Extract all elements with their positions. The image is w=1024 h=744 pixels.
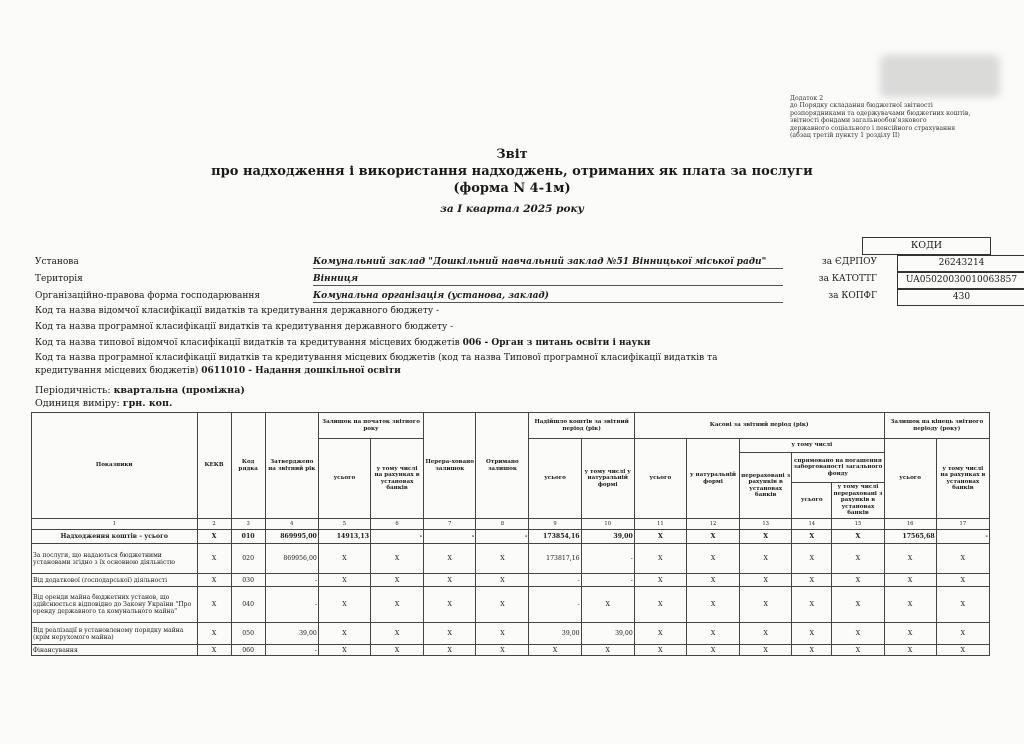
- header-approved: Затверджено на звітний рік: [265, 413, 318, 519]
- table-cell: X: [371, 623, 424, 645]
- header-received: Отримано залишок: [476, 413, 529, 519]
- annex-line: Додаток 2: [790, 95, 824, 102]
- table-cell: X: [424, 645, 476, 656]
- code-label: за КАТОТТГ: [818, 274, 877, 284]
- table-cell: X: [686, 645, 739, 656]
- code-label: за ЄДРПОУ: [821, 257, 877, 267]
- meta-value: Комунальна організація (установа, заклад): [313, 291, 549, 301]
- table-cell: 020: [231, 544, 265, 574]
- table-cell: X: [318, 587, 370, 623]
- table-cell: X: [424, 587, 476, 623]
- table-cell: X: [740, 587, 792, 623]
- table-cell: X: [581, 645, 634, 656]
- table-cell: X: [686, 623, 739, 645]
- annex-note: [790, 95, 1005, 139]
- header-balance-end: Залишок на кінець звітного періоду (року): [884, 413, 989, 439]
- row-indicator-name: За послуги, що надаються бюджетними установами згідно з їх основною діяльністю: [32, 544, 198, 574]
- classif-value: 0611010 - Надання дошкільної освіти: [201, 366, 401, 376]
- classif-label: кредитування місцевих бюджетів): [35, 366, 199, 376]
- table-cell: X: [634, 544, 686, 574]
- table-cell: X: [686, 574, 739, 587]
- header-incl-natural: у тому числі у натуральній формі: [581, 439, 634, 519]
- unit-label: Одиниця виміру:: [35, 398, 120, 409]
- column-number: 11: [634, 519, 686, 530]
- header-incl-banks: у тому числі на рахунках в установах банків: [936, 439, 989, 519]
- table-cell: X: [884, 587, 936, 623]
- table-cell: X: [832, 530, 884, 544]
- table-cell: 040: [231, 587, 265, 623]
- table-cell: X: [686, 544, 739, 574]
- table-cell: X: [634, 530, 686, 544]
- column-number: 3: [231, 519, 265, 530]
- table-cell: X: [371, 574, 424, 587]
- header-total: усього: [318, 439, 370, 519]
- table-row: [32, 530, 990, 544]
- table-cell: X: [476, 544, 529, 574]
- header-transferred-banks: перераховані з рахунків в установах банків: [740, 453, 792, 519]
- header-total: усього: [884, 439, 936, 519]
- table-cell: -: [265, 587, 318, 623]
- header-cash-exec: Касові за звітний період (рік): [634, 413, 884, 439]
- table-cell: X: [318, 544, 370, 574]
- table-cell: X: [936, 574, 989, 587]
- column-number: 5: [318, 519, 370, 530]
- row-indicator-name: Надходження коштів – усього: [32, 530, 198, 544]
- column-number: 13: [740, 519, 792, 530]
- underline: [313, 302, 783, 303]
- table-cell: 173854,16: [529, 530, 581, 544]
- code-value: UA05020030010063857: [897, 272, 1024, 289]
- table-cell: X: [792, 587, 832, 623]
- table-cell: 010: [231, 530, 265, 544]
- table-cell: X: [936, 645, 989, 656]
- table-cell: X: [318, 623, 370, 645]
- row-indicator-name: Фінансування: [32, 645, 198, 656]
- table-cell: -: [581, 574, 634, 587]
- header-repaid-banks: у тому числі перераховані з рахунків в установах банків: [832, 483, 884, 519]
- table-cell: X: [792, 530, 832, 544]
- header-row-code: Код рядка: [231, 413, 265, 519]
- header-balance-start: Залишок на початок звітного року: [318, 413, 423, 439]
- classif-local-program-cont: [35, 366, 401, 376]
- table-cell: X: [792, 623, 832, 645]
- column-number: 9: [529, 519, 581, 530]
- table-cell: X: [740, 574, 792, 587]
- periodicity-value: квартальна (проміжна): [113, 385, 245, 396]
- column-number: 6: [371, 519, 424, 530]
- classif-state-program: Код та назва програмної класифікації видатків та кредитування державного бюджету -: [35, 322, 454, 332]
- table-cell: X: [832, 587, 884, 623]
- table-cell: X: [318, 645, 370, 656]
- meta-label: Територія: [35, 274, 83, 284]
- table-cell: 39,00: [581, 623, 634, 645]
- table-cell: X: [832, 623, 884, 645]
- table-cell: X: [792, 645, 832, 656]
- column-number: 1: [32, 519, 198, 530]
- table-cell: X: [740, 544, 792, 574]
- table-cell: 060: [231, 645, 265, 656]
- table-cell: X: [371, 587, 424, 623]
- report-table: [31, 412, 990, 656]
- table-cell: -: [265, 645, 318, 656]
- table-cell: X: [581, 587, 634, 623]
- table-cell: X: [197, 623, 231, 645]
- table-cell: X: [686, 530, 739, 544]
- column-number: 10: [581, 519, 634, 530]
- report-period: за I квартал 2025 року: [440, 203, 584, 215]
- table-cell: X: [634, 623, 686, 645]
- table-cell: -: [424, 530, 476, 544]
- table-cell: X: [318, 574, 370, 587]
- table-body: [32, 530, 990, 656]
- table-cell: X: [740, 623, 792, 645]
- header-transferred: Перера-ховано залишок: [424, 413, 476, 519]
- table-cell: X: [936, 623, 989, 645]
- column-number: 8: [476, 519, 529, 530]
- table-cell: X: [792, 574, 832, 587]
- header-repaid: спрямовано на погашення заборгованості загального фонду: [792, 453, 884, 483]
- table-cell: 14913,13: [318, 530, 370, 544]
- table-cell: X: [832, 574, 884, 587]
- table-cell: X: [740, 530, 792, 544]
- table-cell: X: [686, 587, 739, 623]
- table-cell: X: [740, 645, 792, 656]
- header-total: усього: [529, 439, 581, 519]
- column-number: 17: [936, 519, 989, 530]
- header-kekv: КЕКВ: [197, 413, 231, 519]
- table-row: [32, 587, 990, 623]
- table-cell: X: [424, 544, 476, 574]
- periodicity-label: Періодичність:: [35, 385, 111, 396]
- table-cell: X: [884, 574, 936, 587]
- row-indicator-name: Від реалізації в установленому порядку майна (крім нерухомого майна): [32, 623, 198, 645]
- table-cell: 39,00: [581, 530, 634, 544]
- table-cell: 173817,16: [529, 544, 581, 574]
- table-cell: X: [529, 645, 581, 656]
- row-indicator-name: Від додаткової (господарської) діяльності: [32, 574, 198, 587]
- table-cell: X: [371, 645, 424, 656]
- table-cell: X: [424, 623, 476, 645]
- table-cell: -: [936, 530, 989, 544]
- meta-label: Установа: [35, 257, 79, 267]
- table-cell: 869956,00: [265, 544, 318, 574]
- table-cell: X: [884, 645, 936, 656]
- table-row: [32, 544, 990, 574]
- table-cell: -: [581, 544, 634, 574]
- header-indicators: Показники: [32, 413, 198, 519]
- report-subtitle: про надходження і використання надходжень, отриманих як плата за послуги: [211, 164, 813, 179]
- table-cell: X: [884, 544, 936, 574]
- column-numbers-row: [32, 519, 990, 530]
- table-cell: 17565,68: [884, 530, 936, 544]
- header-including: у тому числі: [740, 439, 884, 453]
- classif-label: Код та назва типової відомчої класифікації видатків та кредитування місцевих бюджетів: [35, 338, 460, 348]
- table-cell: X: [197, 530, 231, 544]
- table-cell: 869995,00: [265, 530, 318, 544]
- column-number: 2: [197, 519, 231, 530]
- table-cell: -: [371, 530, 424, 544]
- table-cell: -: [529, 587, 581, 623]
- header-received-period: Надійшло коштів за звітний період (рік): [529, 413, 634, 439]
- header-incl-banks: у тому числі на рахунках в установах банків: [371, 439, 424, 519]
- annex-line: до Порядку складання бюджетної звітності: [790, 102, 933, 110]
- header-natural-form: у натуральній формі: [686, 439, 739, 519]
- underline: [313, 268, 783, 269]
- classif-local-dept: [35, 338, 650, 348]
- table-cell: X: [476, 574, 529, 587]
- table-row: [32, 645, 990, 656]
- table-cell: -: [476, 530, 529, 544]
- annex-line: (абзац третій пункту 1 розділу II): [790, 132, 900, 140]
- annex-line: державного соціального і пенсійного страхування: [790, 124, 956, 132]
- column-number: 15: [832, 519, 884, 530]
- codes-header: КОДИ: [862, 237, 991, 255]
- table-cell: -: [529, 574, 581, 587]
- table-cell: X: [197, 544, 231, 574]
- row-indicator-name: Від оренди майна бюджетних установ, що здійснюється відповідно до Закону України "Про оренду державного та комунального майна": [32, 587, 198, 623]
- table-cell: X: [197, 574, 231, 587]
- table-cell: X: [832, 645, 884, 656]
- header-total: усього: [792, 483, 832, 519]
- table-cell: X: [634, 587, 686, 623]
- meta-value: Комунальний заклад "Дошкільний навчальний заклад №51 Вінницької міської ради": [313, 257, 767, 267]
- classif-state-dept: Код та назва відомчої класифікації видатків та кредитування державного бюджету -: [35, 306, 440, 316]
- table-cell: X: [936, 544, 989, 574]
- code-value: 26243214: [897, 255, 1024, 272]
- underline: [313, 285, 783, 286]
- column-number: 12: [686, 519, 739, 530]
- periodicity: [35, 385, 245, 396]
- table-cell: X: [634, 574, 686, 587]
- table-row: [32, 623, 990, 645]
- meta-value: Вінниця: [313, 274, 359, 284]
- meta-label: Організаційно-правова форма господарювання: [35, 291, 261, 301]
- unit-value: грн. коп.: [122, 398, 173, 409]
- column-number: 4: [265, 519, 318, 530]
- table-cell: X: [634, 645, 686, 656]
- table-cell: -: [265, 574, 318, 587]
- table-row: [32, 574, 990, 587]
- column-number: 7: [424, 519, 476, 530]
- code-value: 430: [897, 289, 1024, 306]
- table-cell: X: [884, 623, 936, 645]
- column-number: 14: [792, 519, 832, 530]
- table-cell: X: [424, 574, 476, 587]
- table-cell: X: [197, 645, 231, 656]
- table-cell: X: [792, 544, 832, 574]
- table-cell: X: [476, 645, 529, 656]
- annex-line: розпорядниками та одержувачами бюджетних коштів,: [790, 109, 971, 117]
- table-cell: X: [476, 587, 529, 623]
- table-cell: 050: [231, 623, 265, 645]
- header-total: усього: [634, 439, 686, 519]
- unit-of-measure: [35, 398, 172, 409]
- table-cell: X: [476, 623, 529, 645]
- scan-artifact: [880, 55, 1000, 97]
- annex-line: звітності фондами загальнообов'язкового: [790, 117, 927, 125]
- report-form-number: (форма N 4-1м): [453, 181, 571, 196]
- table-cell: 39,00: [265, 623, 318, 645]
- code-label: за КОПФГ: [828, 291, 877, 301]
- column-number: 16: [884, 519, 936, 530]
- table-cell: X: [197, 587, 231, 623]
- classif-value: 006 - Орган з питань освіти і науки: [462, 338, 651, 348]
- table-cell: 030: [231, 574, 265, 587]
- classif-local-program: Код та назва програмної класифікації видатків та кредитування місцевих бюджетів (код та назва Типової програмної класифікації видатків та: [35, 353, 718, 363]
- table-cell: X: [936, 587, 989, 623]
- table-cell: 39,00: [529, 623, 581, 645]
- table-cell: X: [832, 544, 884, 574]
- table-cell: X: [371, 544, 424, 574]
- report-title: Звіт: [496, 147, 528, 162]
